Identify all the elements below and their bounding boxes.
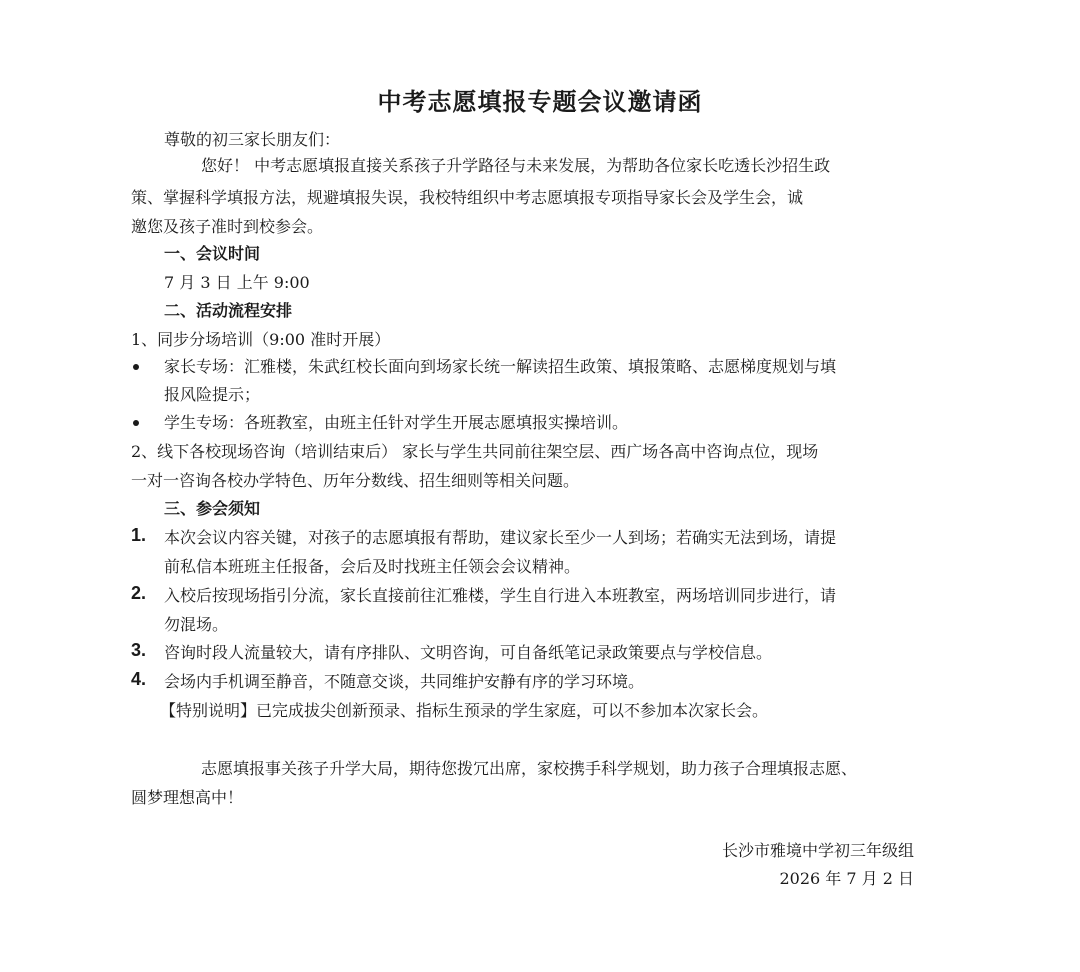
closing-line-2: 圆梦理想高中！ [131,788,244,807]
schedule-item-2-line-2: 一对一咨询各校办学特色、历年分数线、招生细则等相关问题。 [131,471,580,490]
section-heading-time: 一、会议时间 [164,244,261,263]
note-number: 3. [131,640,147,660]
note-number: 2. [131,583,147,603]
note-number: 4. [131,669,147,689]
note-4: 会场内手机调至静音，不随意交谈，共同维护安静有序的学习环境。 [164,672,645,691]
signature-org: 长沙市雅境中学初三年级组 [721,841,914,860]
document-title: 中考志愿填报专题会议邀请函 [377,87,703,116]
special-note: 【特别说明】已完成拔尖创新预录、指标生预录的学生家庭，可以不参加本次家长会。 [160,701,769,720]
signature-date: 2026 年 7 月 2 日 [779,869,914,888]
parent-session-line-1: 家长专场：汇雅楼，朱武红校长面向到场家长统一解读招生政策、填报策略、志愿梯度规划与填 [164,357,837,376]
parent-session-line-2: 报风险提示； [164,385,261,404]
intro-line-1: 您好！ 中考志愿填报直接关系孩子升学路径与未来发展，为帮助各位家长吃透长沙招生政 [201,156,831,175]
note-number: 1. [131,525,147,545]
schedule-item-1: 1、同步分场培训（9:00 准时开展） [131,330,391,349]
bullet-dot [133,364,139,370]
schedule-item-2-line-1: 2、线下各校现场咨询（培训结束后） 家长与学生共同前往架空层、西广场各高中咨询点位，现场 [131,442,819,461]
intro-line-2: 策、掌握科学填报方法，规避填报失误，我校特组织中考志愿填报专项指导家长会及学生会，诚 [131,188,804,207]
student-session: 学生专场：各班教室，由班主任针对学生开展志愿填报实操培训。 [164,413,629,432]
greeting: 尊敬的初三家长朋友们： [164,130,341,149]
section-heading-schedule: 二、活动流程安排 [164,301,293,320]
note-2-line-1: 入校后按现场指引分流，家长直接前往汇雅楼，学生自行进入本班教室，两场培训同步进行，请 [164,586,837,605]
closing-line-1: 志愿填报事关孩子升学大局，期待您拨冗出席，家校携手科学规划，助力孩子合理填报志愿、 [201,759,858,778]
bullet-dot [133,420,139,426]
meeting-time: 7 月 3 日 上午 9:00 [164,273,310,292]
note-1-line-1: 本次会议内容关键，对孩子的志愿填报有帮助，建议家长至少一人到场；若确实无法到场，请提 [164,528,837,547]
note-3: 咨询时段人流量较大，请有序排队、文明咨询，可自备纸笔记录政策要点与学校信息。 [164,643,773,662]
note-2-line-2: 勿混场。 [164,615,229,634]
section-heading-notes: 三、参会须知 [164,499,261,518]
note-1-line-2: 前私信本班班主任报备，会后及时找班主任领会会议精神。 [164,557,581,576]
intro-line-3: 邀您及孩子准时到校参会。 [131,217,324,236]
